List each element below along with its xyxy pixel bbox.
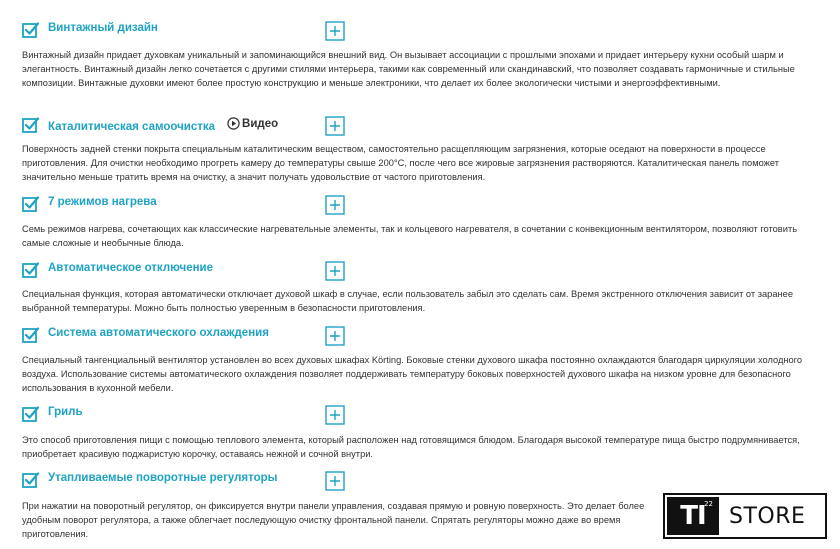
- feature-auto-shutoff: [22, 261, 822, 314]
- feature-header: [22, 116, 822, 136]
- video-link-label: Видео: [242, 117, 279, 130]
- checkbox-checked-icon: [22, 261, 40, 279]
- play-circle-icon: [227, 117, 240, 130]
- expand-plus-icon[interactable]: [325, 326, 345, 346]
- expand-plus-icon[interactable]: [325, 261, 345, 281]
- feature-description: При нажатии на поворотный регулятор, он фиксируется внутри панели управления, создавая прямую и ровную поверхность. Это делает более удобным поворот регулятора, а также облегчает последующую очистку фронтальной панели. Спрятать регуляторы можно даже во время приготовления.: [22, 501, 645, 540]
- feature-catalytic-cleaning: [22, 116, 822, 183]
- checkbox-checked-icon: [22, 471, 40, 489]
- feature-header: [22, 405, 822, 425]
- feature-header: [22, 21, 822, 41]
- feature-header: [22, 195, 822, 215]
- feature-title: Каталитическая самоочистка: [48, 121, 216, 133]
- checkbox-checked-icon: [22, 326, 40, 344]
- checkbox-checked-icon: [22, 116, 40, 134]
- feature-title-row: [48, 117, 278, 133]
- feature-title: 7 режимов нагрева: [48, 196, 157, 208]
- expand-plus-icon[interactable]: [325, 471, 345, 491]
- logo-number: 22: [704, 500, 713, 508]
- checkbox-checked-icon: [22, 195, 40, 213]
- feature-grill: [22, 405, 822, 460]
- feature-header: [22, 261, 822, 281]
- feature-header: [22, 471, 822, 491]
- expand-plus-icon[interactable]: [325, 21, 345, 41]
- feature-description: Поверхность задней стенки покрыта специальным каталитическим веществом, самостоятельно расщепляющим загрязнения, которые оседают на поверхности в процессе приготовления. Для очистки необходимо прогреть камеру до температуры свыше 200°С, после чего все жировые загрязнения растворяются. Каталитическая панель поможет значительно меньше тратить время на очистку, а значит получать удовольствие от частого приготовления.: [22, 144, 779, 183]
- feature-description: Семь режимов нагрева, сочетающих как классические нагревательные элементы, так и кольцевого нагревателя, в сочетании с конвекционным вентилятором, позволяют готовить самые сложные и необычные блюда.: [22, 224, 798, 249]
- feature-header: [22, 326, 822, 346]
- feature-title: Утапливаемые поворотные регуляторы: [48, 472, 278, 484]
- feature-description: Винтажный дизайн придает духовкам уникальный и запоминающийся внешний вид. Он вызывает ассоциации с прошлыми эпохами и придает интерьеру кухни особый шарм и элегантность. Винтажный дизайн легко сочетается с другими стилями интерьера, такими как современный или скандинавский, что позволяет создавать гармоничные и стильные композиции. Винтажные духовки имеют более простую конструкцию и меньше электроники, что делает их более экологически чистыми и энергоэффективными.: [22, 50, 795, 89]
- feature-title: Система автоматического охлаждения: [48, 327, 269, 339]
- expand-plus-icon[interactable]: [325, 116, 345, 136]
- feature-heating-modes: [22, 195, 822, 249]
- feature-title: Гриль: [48, 406, 83, 418]
- checkbox-checked-icon: [22, 405, 40, 423]
- logo-mark-text: TI: [680, 501, 706, 531]
- checkbox-checked-icon: [22, 21, 40, 39]
- expand-plus-icon[interactable]: [325, 405, 345, 425]
- feature-auto-cooling: [22, 326, 822, 394]
- expand-plus-icon[interactable]: [325, 195, 345, 215]
- feature-description: Специальный тангенциальный вентилятор установлен во всех духовых шкафах Körting. Боковые стенки духового шкафа постоянно охлаждаются благодаря циркуляции холодного воздуха. Использование системы автоматического охлаждения позволяет поддерживать температуру боковых поверхностей духового шкафа на низком уровне для безопасного использования в кухонной мебели.: [22, 355, 803, 394]
- logo-store-text: STORE: [729, 503, 806, 529]
- logo-mark: [667, 497, 719, 535]
- feature-vintage-design: [22, 21, 822, 89]
- ti-store-logo: [663, 493, 827, 539]
- feature-title: Винтажный дизайн: [48, 22, 158, 34]
- feature-description: Это способ приготовления пищи с помощью теплового элемента, который расположен над готовящимся блюдом. Благодаря высокой температуре пища быстро подрумянивается, приобретает красивую поджаристую корочку, оставаясь нежной и сочной внутри.: [22, 435, 800, 460]
- video-link[interactable]: [227, 117, 278, 130]
- feature-title: Автоматическое отключение: [48, 262, 214, 274]
- feature-description: Специальная функция, которая автоматически отключает духовой шкаф в случае, если пользователь забыл это сделать сам. Время экстренного отключения зависит от заранее выбранной температуры. Можно быть полностью уверенным в безопасности приготовления.: [22, 289, 793, 314]
